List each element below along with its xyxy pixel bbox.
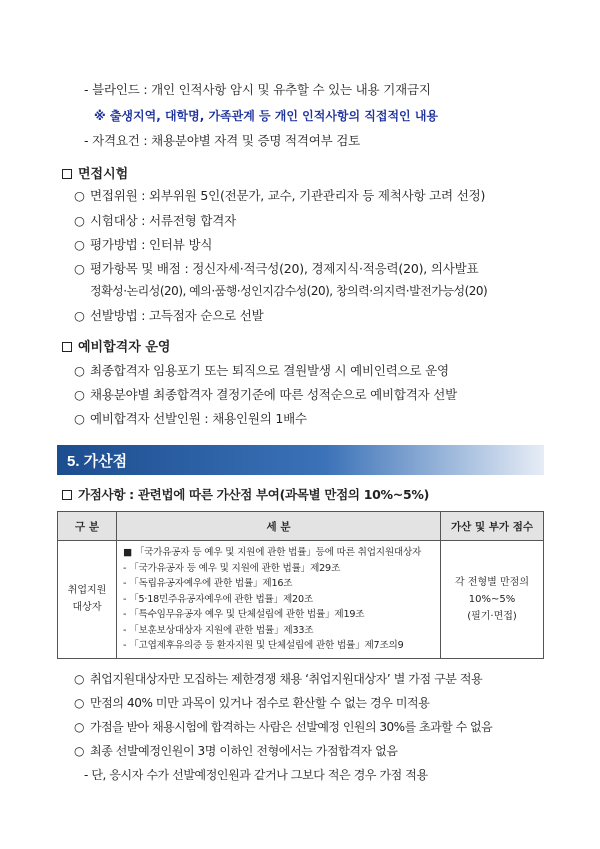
detail-line: ■ 「국가유공자 등 예우 및 지원에 관한 법률」등에 따른 취업지원대상자: [123, 547, 422, 558]
points-cell: 각 전형별 만점의 10%~5% (필기·면접): [441, 541, 544, 659]
blind-rule: - 블라인드 : 개인 인적사항 암시 및 유추할 수 있는 내용 기재금지: [84, 82, 431, 97]
sub-note: - 단, 응시자 수가 선발예정인원과 같거나 그보다 적은 경우 가점 적용: [84, 768, 428, 782]
category-cell: 취업지원 대상자: [58, 541, 117, 659]
interview-heading: 면접시험: [62, 163, 128, 182]
bonus-table: [57, 511, 544, 659]
list-item: ○ 최종합격자 임용포기 또는 퇴직으로 결원발생 시 예비인력으로 운영: [74, 363, 449, 378]
list-item: ○ 만점의 40% 미만 과목이 있거나 점수로 환산할 수 없는 경우 미적용: [74, 696, 430, 710]
table-header: 세 분: [117, 512, 441, 541]
detail-line: - 「5·18민주유공자예우에 관한 법률」제20조: [123, 593, 313, 605]
detail-line: - 「독립유공자예우에 관한 법률」제16조: [123, 578, 293, 589]
list-item: ○ 최종 선발예정인원이 3명 이하인 전형에서는 가점합격자 없음: [74, 744, 398, 758]
checkbox-square-icon: [62, 169, 72, 179]
reserve-heading: 예비합격자 운영: [62, 336, 170, 355]
list-item: ○ 취업지원대상자만 모집하는 제한경쟁 채용 ‘취업지원대상자’ 별 가점 구분 적용: [74, 672, 483, 686]
detail-line: - 「고엽제후유의증 등 환자지원 및 단체설립에 관한 법률」제7조의9: [123, 640, 404, 651]
section-title: 5. 가산점: [67, 453, 128, 470]
list-item: ○ 시험대상 : 서류전형 합격자: [74, 213, 236, 228]
checkbox-square-icon: [62, 490, 72, 500]
list-item: ○ 채용분야별 최종합격자 결정기준에 따른 성적순으로 예비합격자 선발: [74, 387, 458, 402]
table-row: [58, 541, 544, 659]
list-item: ○ 선발방법 : 고득점자 순으로 선발: [74, 308, 264, 323]
detail-line: - 「국가유공자 등 예우 및 지원에 관한 법률」제29조: [123, 562, 341, 574]
detail-line: - 「특수임무유공자 예우 및 단체설립에 관한 법률」제19조: [123, 609, 365, 620]
bonus-heading: 가점사항 : 관련법에 따른 가산점 부여(과목별 만점의 10%~5%): [62, 485, 429, 503]
details-cell: [117, 541, 441, 659]
detail-line: - 「보훈보상대상자 지원에 관한 법률」제33조: [123, 624, 314, 636]
list-item: ○ 예비합격자 선발인원 : 채용인원의 1배수: [74, 411, 307, 426]
list-item: ○ 평가방법 : 인터뷰 방식: [74, 237, 213, 252]
list-item: ○ 가점을 받아 채용시험에 합격하는 사람은 선발예정 인원의 30%를 초과할 수 없음: [74, 720, 493, 734]
table-header: 구 분: [58, 512, 117, 541]
blind-note: ※ 출생지역, 대학명, 가족관계 등 개인 인적사항의 직접적인 내용: [94, 109, 439, 123]
qualification-rule: - 자격요건 : 채용분야별 자격 및 증명 적격여부 검토: [84, 133, 361, 148]
section-banner: [57, 445, 544, 475]
list-item-continued: 정확성·논리성(20), 예의·품행·성인지감수성(20), 창의력·의지력·발전가능성(20): [90, 284, 488, 298]
checkbox-square-icon: [62, 342, 72, 352]
list-item: ○ 평가항목 및 배점 : 정신자세·적극성(20), 경제지식·적응력(20), 의사발표: [74, 261, 479, 276]
table-header: 가산 및 부가 점수: [441, 512, 544, 541]
table-header-row: [58, 512, 544, 541]
list-item: ○ 면접위원 : 외부위원 5인(전문가, 교수, 기관관리자 등 제척사항 고려 선정): [74, 188, 486, 203]
